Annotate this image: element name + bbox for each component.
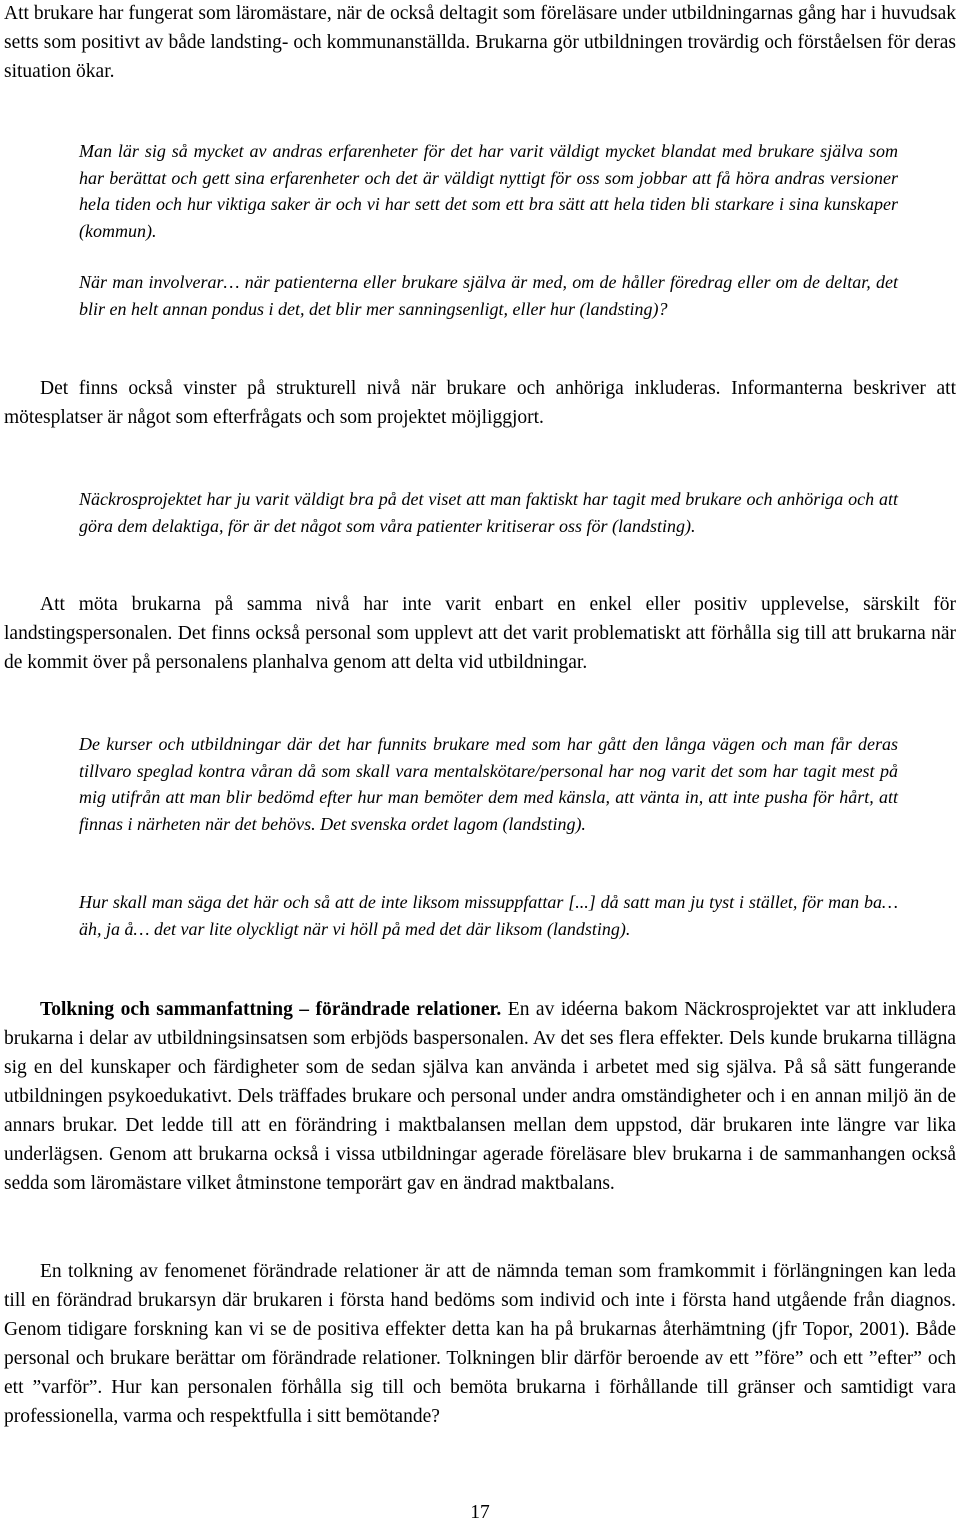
- paragraph-brukare-laromastare: Att brukare har fungerat som läromästare, när de också deltagit som föreläsare under utbildningarnas gång har i huvudsak setts som positivt av både landsting- och kommunanställda. Brukarna gör utbildningen trovärdig och förståelsen för deras situation ökar.: [4, 3, 956, 82]
- quote-hur-skall-man-saga: Hur skall man säga det här och så att de inte liksom missuppfattar [...] då satt man ju tyst i stället, för man ba… äh, ja å… det var lite olyckligt när vi höll på med det där liksom (landsting).: [79, 892, 898, 939]
- quote-kurser-utbildningar: De kurser och utbildningar där det har funnits brukare med som har gått den långa vägen och man får deras tillvaro speglad kontra våran då som skall vara mentalskötare/personal har nog varit det som har tagit mest på mig utifrån att man blir bedömd efter hur man bemöter dem med känsla, att vänta in, att inte pusha för hårt, att finnas i närheten när det behövs. Det svenska ordet lagom (landsting).: [79, 734, 898, 834]
- section-body: En av idéerna bakom Näckrosprojektet var att inkludera brukarna i delar av utbildningsinsatsen som erbjöds baspersonalen. Av det ses flera effekter. Dels kunde brukarna tillägna sig en del kunskaper och färdigheter som de sedan själva kan använda i arbetet med sig själva. På så sätt fungerande utbildningen psykoedukativt. Dels träffades brukare och personal under andra omständigheter och i en annan miljö än de annars brukar. Det ledde till att en förändring i maktbalansen mellan dem uppstod, där brukaren inte längre var lika underlägsen. Genom att brukarna också i vissa utbildningar agerade föreläsare blev brukarna i de sammanhangen också sedda som läromästare vilket åtminstone temporärt gav en ändrad maktbalans.: [4, 999, 956, 1194]
- quote-nackrosprojektet: Näckrosprojektet har ju varit väldigt bra på det viset att man faktiskt har tagit med brukare och anhöriga och att göra dem delaktiga, för är det något som våra patienter kritiserar oss för (landsting).: [79, 489, 898, 536]
- paragraph-mota-brukarna: Att möta brukarna på samma nivå har inte varit enbart en enkel eller positiv upplevelse, särskilt för landstingspersonalen. Det finns också personal som upplevt att det varit problematiskt att förhålla sig till att brukarna när de kommit över på personalens planhalva genom att delta vid utbildningar.: [4, 594, 956, 673]
- paragraph-tolkning-sammanfattning: [4, 995, 956, 1198]
- page-number: 17: [470, 1502, 490, 1523]
- paragraph-strukturell-niva: Det finns också vinster på strukturell nivå när brukare och anhöriga inkluderas. Informanterna beskriver att mötesplatser är något som efterfrågats och som projektet möjliggjort.: [4, 378, 956, 428]
- paragraph-en-tolkning: En tolkning av fenomenet förändrade relationer är att de nämnda teman som framkommit i förlängningen kan leda till en förändrad brukarsyn där brukaren i första hand bedöms som individ och inte i första hand utgående från diagnos. Genom tidigare forskning kan vi se de positiva effekter detta kan ha på brukarnas återhämtning (jfr Topor, 2001). Både personal och brukare berättar om förändrade relationer. Tolkningen blir därför beroende av ett ”före” och ett ”efter” och ett ”varför”. Hur kan personalen förhålla sig till och bemöta brukarna i förhållande till gränser och samtidigt vara professionella, varma och respektfulla i sitt bemötande?: [4, 1261, 956, 1427]
- section-heading: Tolkning och sammanfattning – förändrade relationer.: [40, 999, 502, 1020]
- quote-landsting-pondus: När man involverar… när patienterna eller brukare själva är med, om de håller föredrag eller om de deltar, det blir en helt annan pondus i det, det blir mer sanningsenligt, eller hur (landsting)?: [79, 272, 898, 319]
- quote-kommun-erfarenheter: Man lär sig så mycket av andras erfarenheter för det har varit väldigt mycket blandat med brukare själva som har berättat och gett sina erfarenheter och det är väldigt nyttigt för oss som jobbar att få höra andras versioner hela tiden och hur viktiga saker är och vi har sett det som ett bra sätt att hela tiden bli starkare i sina kunskaper (kommun).: [79, 141, 898, 241]
